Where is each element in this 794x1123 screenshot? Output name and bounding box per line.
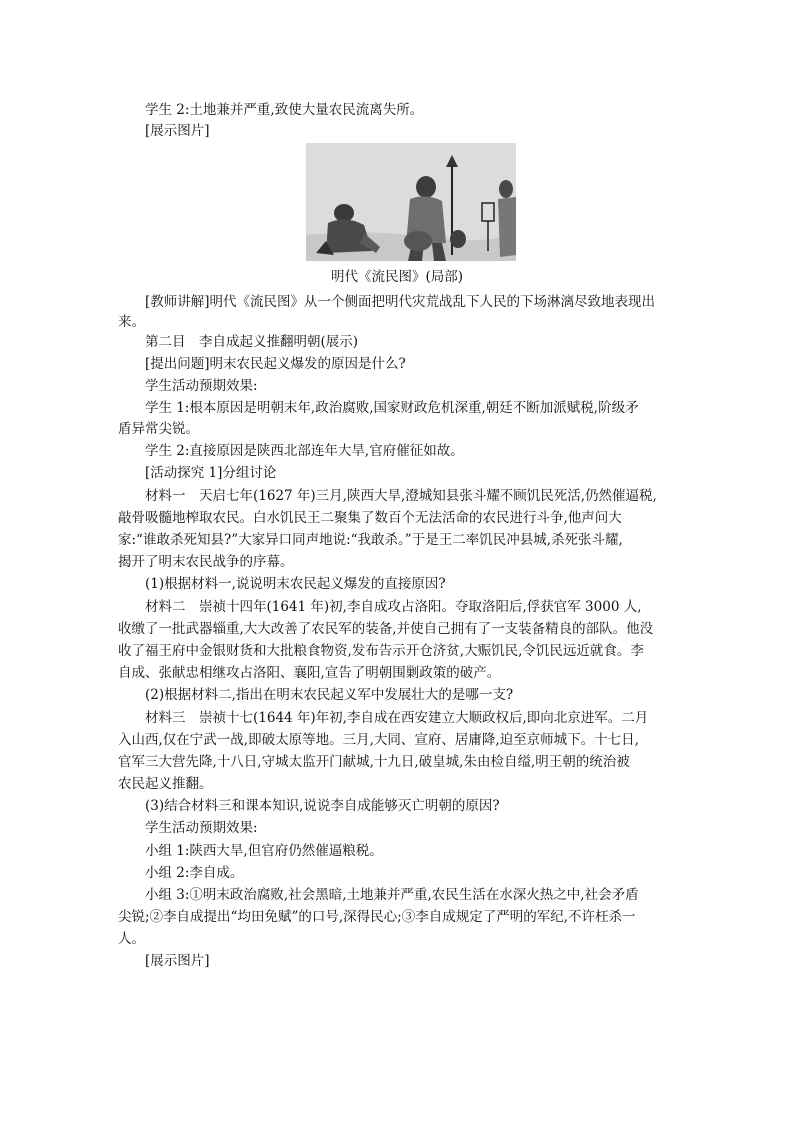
text-line: 盾异常尖锐。	[118, 421, 199, 437]
text-line: [教师讲解]明代《流民图》从一个侧面把明代灾荒战乱下人民的下场淋漓尽致地表现出	[145, 294, 656, 310]
text-line: 学生 2:直接原因是陕西北部连年大旱,官府催征如故。	[145, 443, 464, 459]
text-line: 学生 2:土地兼并严重,致使大量农民流离失所。	[145, 102, 424, 118]
text-line: (3)结合材料三和课本知识,说说李自成能够灭亡明朝的原因?	[145, 798, 500, 814]
text-line: 材料三 崇祯十七(1644 年)年初,李自成在西安建立大顺政权后,即向北京进军。二月	[145, 710, 649, 726]
text-line: 敲骨吸髓地榨取农民。白水饥民王二聚集了数百个无法活命的农民进行斗争,他声问大	[118, 510, 622, 526]
text-line: [活动探究 1]分组讨论	[145, 465, 277, 481]
text-line: 学生 1:根本原因是明朝末年,政治腐败,国家财政危机深重,朝廷不断加派赋税,阶级矛	[145, 400, 639, 416]
text-line: 入山西,仅在宁武一战,即破太原等地。三月,大同、宣府、居庸降,迫至京师城下。十七日,	[118, 732, 639, 748]
text-line: 尖锐;②李自成提出“均田免赋”的口号,深得民心;③李自成规定了严明的军纪,不许枉杀一	[118, 909, 636, 925]
text-line: (1)根据材料一,说说明末农民起义爆发的直接原因?	[145, 576, 446, 592]
text-line: 家:“谁敢杀死知县?”大家异口同声地说:“我敢杀。”于是王二率饥民冲县城,杀死张斗耀,	[118, 532, 623, 548]
text-line: 小组 3:①明末政治腐败,社会黑暗,土地兼并严重,农民生活在水深火热之中,社会矛盾	[145, 887, 639, 903]
text-line: 收了福王府中金银财货和大批粮食物资,发布告示开仓济贫,大赈饥民,令饥民远近就食。李	[118, 643, 644, 659]
text-line: 小组 2:李自成。	[145, 865, 244, 881]
text-line: (2)根据材料二,指出在明末农民起义军中发展壮大的是哪一支?	[145, 687, 514, 703]
text-line: 官军三大营先降,十八日,守城太监开门献城,十九日,破皇城,朱由检自缢,明王朝的统治被	[118, 754, 630, 770]
figure-caption: 明代《流民图》(局部)	[330, 269, 464, 285]
section-heading: 第二目 李自成起义推翻明朝(展示)	[145, 334, 359, 350]
text-line: 揭开了明末农民战争的序幕。	[118, 554, 294, 570]
text-line: [展示图片]	[145, 953, 210, 969]
text-line: 收缴了一批武器辎重,大大改善了农民军的装备,并使自己拥有了一支装备精良的部队。他没	[118, 621, 654, 637]
painting-illustration	[306, 143, 516, 261]
text-line: 材料一 天启七年(1627 年)三月,陕西大旱,澄城知县张斗耀不顾饥民死活,仍然催逼税,	[145, 488, 657, 504]
text-line: 农民起义推翻。	[118, 776, 213, 792]
text-line: 自成、张献忠相继攻占洛阳、襄阳,宣告了明朝围剿政策的破产。	[118, 665, 501, 681]
text-line: [提出问题]明末农民起义爆发的原因是什么?	[145, 356, 406, 372]
text-line: 小组 1:陕西大旱,但官府仍然催逼粮税。	[145, 843, 383, 859]
text-line: 学生活动预期效果:	[145, 378, 258, 394]
text-line: 材料二 崇祯十四年(1641 年)初,李自成攻占洛阳。夺取洛阳后,俘获官军 3000 人,	[145, 599, 642, 615]
text-line: 来。	[118, 314, 145, 330]
liumin-painting-image	[306, 143, 516, 261]
text-line: [展示图片]	[145, 123, 210, 139]
text-line: 学生活动预期效果:	[145, 820, 258, 836]
text-line: 人。	[118, 931, 145, 947]
